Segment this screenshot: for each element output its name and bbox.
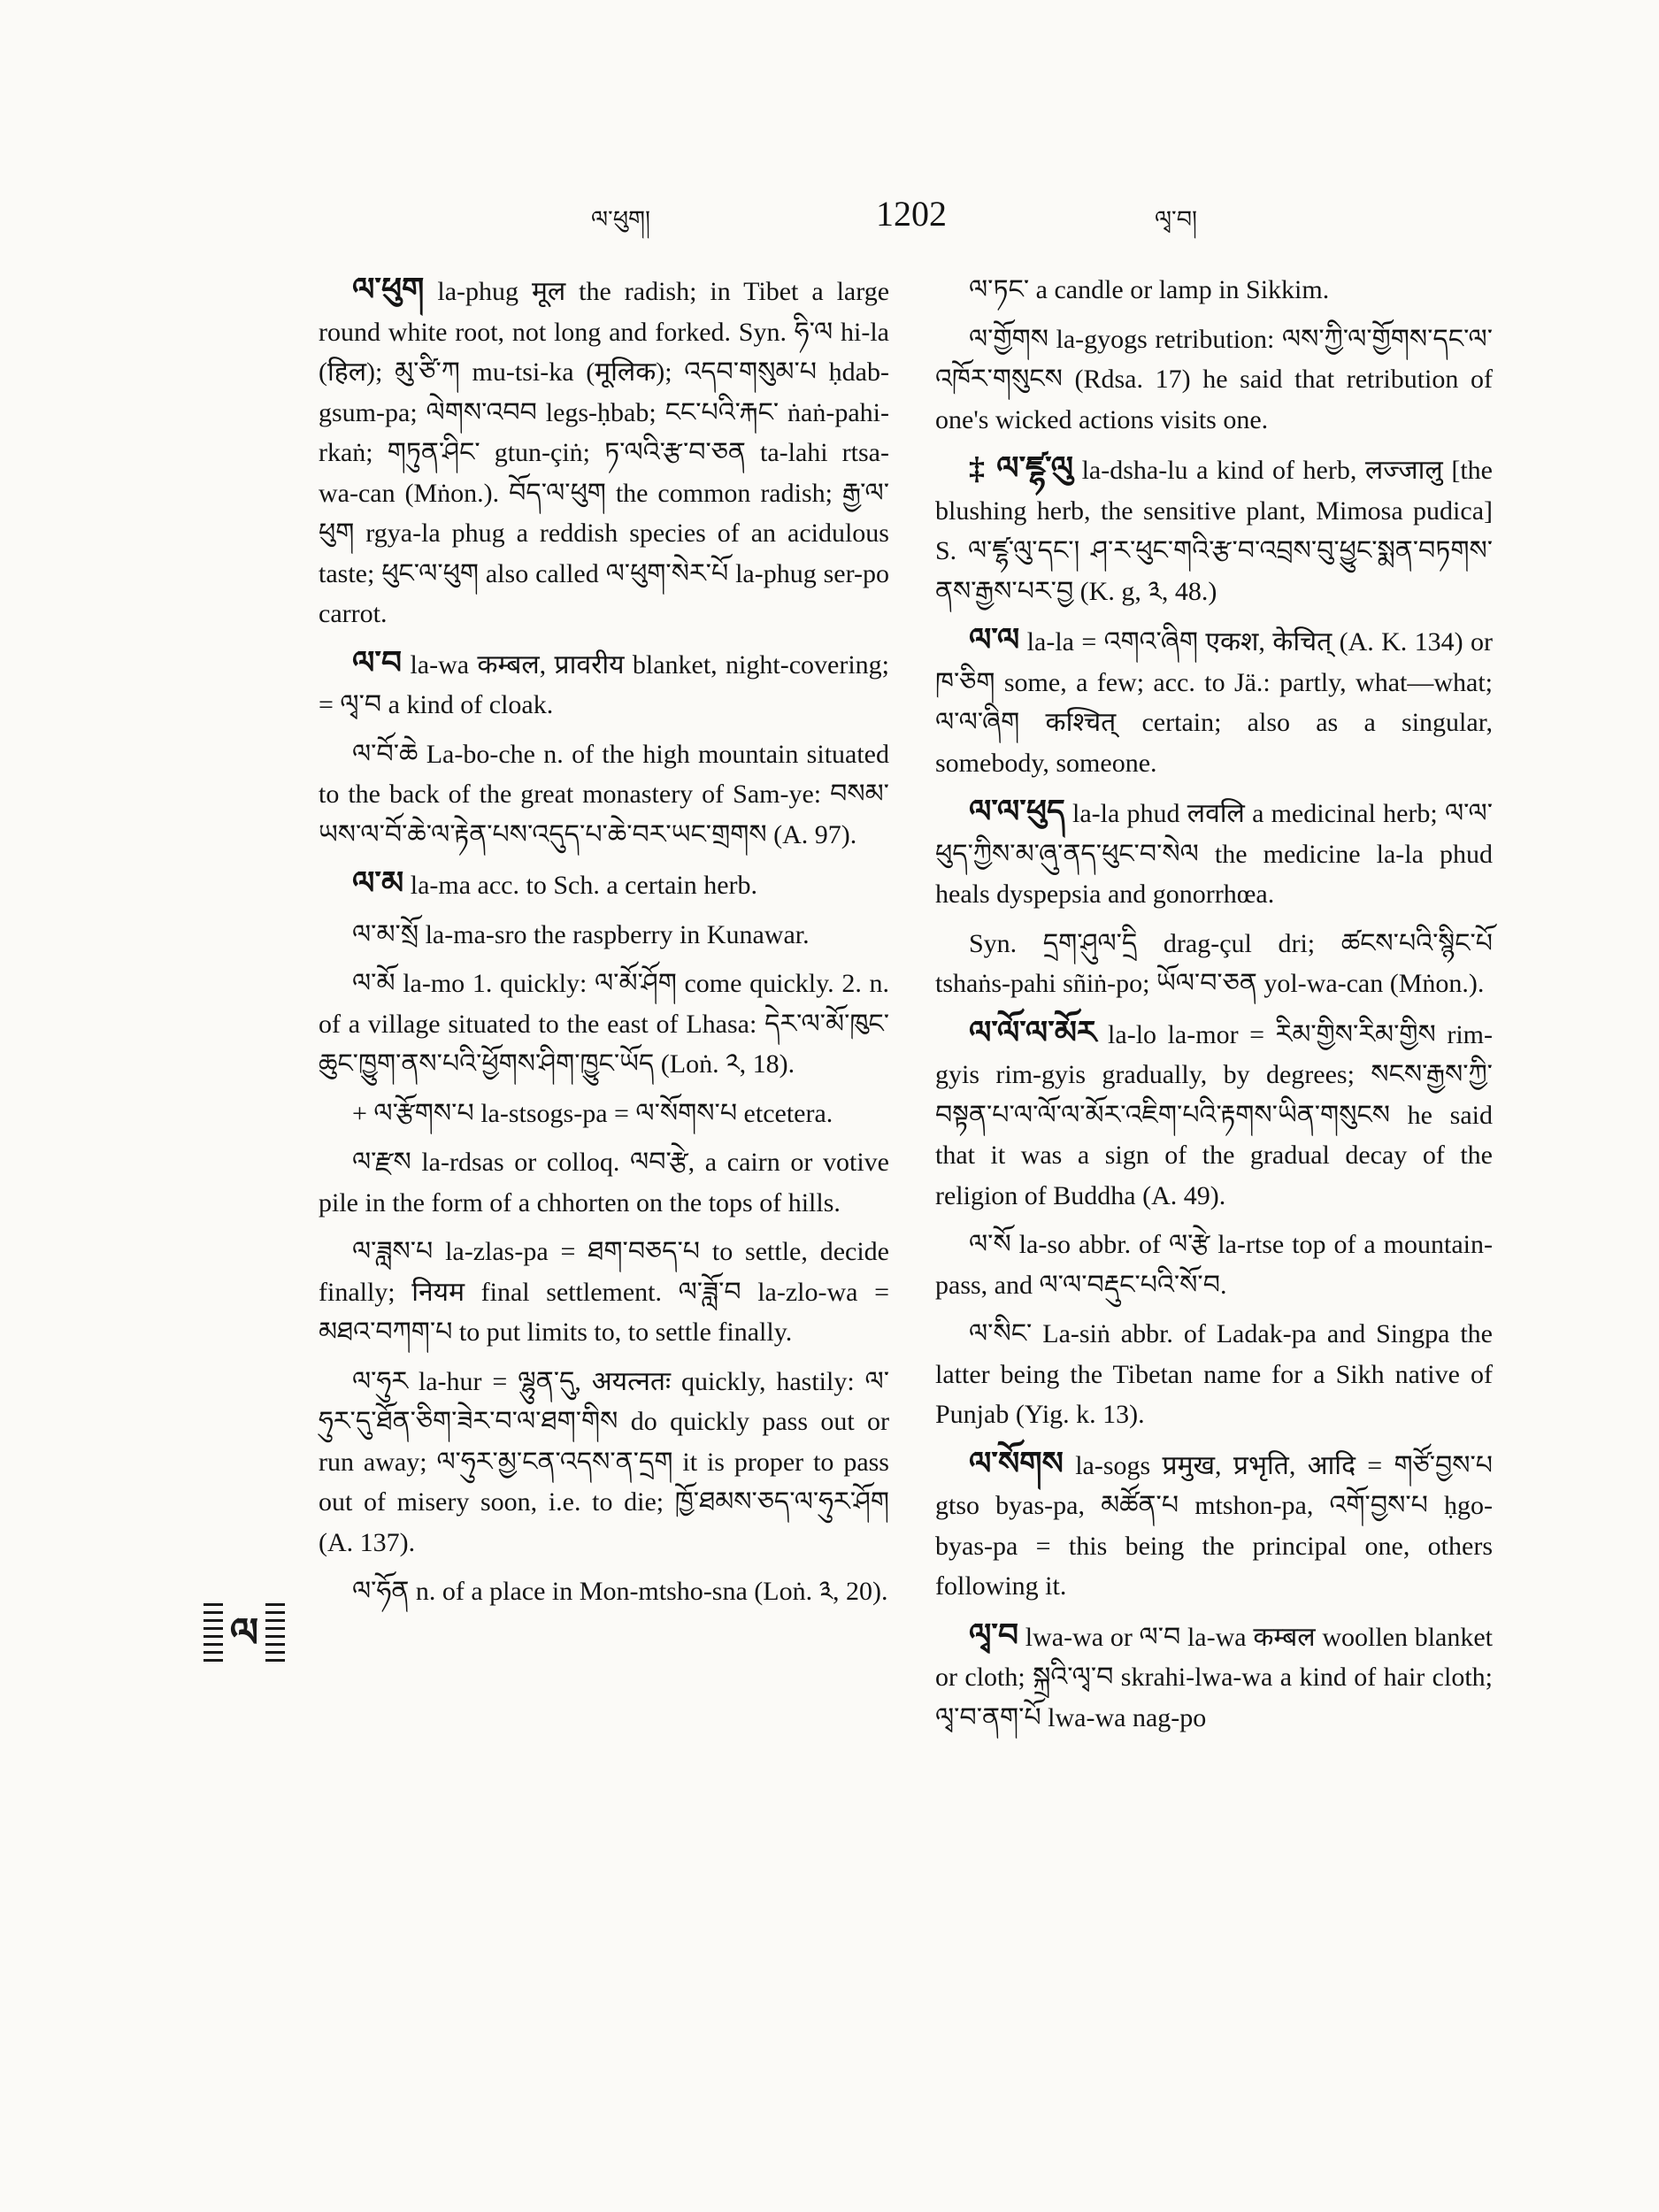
page-header	[0, 193, 1659, 246]
entry-text: la-dsha-lu a kind of herb, लज्जालु [the blushing herb, the sensitive plant, Mimosa pudica] S. ལ་ཛྷ་ལུ་དང་། ཤ་ར་ཕུང་གའི་རྩ་བ་འབྲས་བུ་ཕྱུང་སྨན་བཏགས་ནས་རྒྱས་པར་བྱ (K. g, ༣, 48.)	[935, 456, 1493, 606]
entry-la-hur	[319, 1362, 889, 1563]
entry-la-rdsas	[319, 1142, 889, 1223]
entry-la-ma-sro	[319, 915, 889, 956]
entry-text: Syn. དྲག་ཤུལ་དྲི drag-çul dri; ཚངས་པའི་སྙིང་པོ tshaṅs-pahi sñiṅ-po; ཡོལ་བ་ཅན yol-wa-can (Mṅon.).	[935, 928, 1493, 998]
page-number: 1202	[876, 194, 947, 234]
header-left-catchword: ལ་ཕུག།	[591, 206, 651, 233]
entry-text: lwa-wa or ལ་བ la-wa कम्बल woollen blanket or cloth; སྐྲའི་ལྭ་བ skrahi-lwa-wa a kind of hair cloth; ལྭ་བ་ནག་པོ lwa-wa nag-po	[935, 1622, 1493, 1732]
entry-la-gyogs	[935, 319, 1493, 441]
entry-text: ལ་རྫས la-rdsas or colloq. ལབ་རྩེ, a cairn or votive pile in the form of a chhorten on the tops of hills.	[319, 1148, 889, 1217]
entry-la-dsha-lu	[935, 449, 1493, 611]
entry-text: ལ་ཧོན n. of a place in Mon-mtsho-sna (Loṅ. ༣, 20).	[352, 1577, 888, 1606]
entry-headword: ལྭ་བ	[969, 1617, 1019, 1653]
entry-headword: ལ་བ	[352, 644, 403, 680]
entry-la-la-phud-syn	[935, 924, 1493, 1004]
entry-la-ma	[319, 864, 889, 906]
entry-la-phug	[319, 270, 889, 634]
entry-text: ལ་མ་སྲོ la-ma-sro the raspberry in Kunawar.	[352, 919, 810, 949]
entry-text: la-lo la-mor = རིམ་གྱིས་རིམ་གྱིས rim-gyis rim-gyis gradually, by degrees; སངས་རྒྱས་ཀྱི་བསྟན་པ་ལ་ལོ་ལ་མོར་འཇིག་པའི་རྟགས་ཡིན་གསུངས he said that it was a sign of the gradual decay of the religion of Buddha (A. 49).	[935, 1019, 1493, 1210]
entry-la-so	[935, 1225, 1493, 1305]
entry-text: + ལ་རྩོགས་པ la-stsogs-pa = ལ་སོགས་པ etcetera.	[352, 1098, 833, 1128]
entry-la-la-phud	[935, 792, 1493, 915]
entry-headword: ལ་མ	[352, 865, 404, 901]
entry-text: ལ་སོ la-so abbr. of ལ་རྩེ la-rtse top of a mountain-pass, and ལ་ལ་བརྡུང་པའི་སོ་བ.	[935, 1230, 1493, 1300]
entry-la-wa	[319, 643, 889, 726]
entry-la-stsogs-pa	[319, 1094, 889, 1134]
entry-headword: ལ་སོགས	[969, 1445, 1064, 1481]
entry-la-bo-che	[319, 734, 889, 856]
entry-text: la-ma acc. to Sch. a certain herb.	[410, 871, 758, 900]
entry-text: ལ་བོ་ཆེ La-bo-che n. of the high mountain situated to the back of the great monastery of Sam-ye: བསམ་ཡས་ལ་བོ་ཆེ་ལ་རྟེན་པས་འདུད་པ་ཆེ་བར་ཡང་གྲགས (A. 97).	[319, 739, 889, 849]
entry-text: ལ་ཟླས་པ la-zlas-pa = ཐག་བཅད་པ to settle, decide finally; नियम final settlement. ལ་ཟློ་བ la-zlo-wa = མཐའ་བཀག་པ to put limits to, to settle finally.	[319, 1237, 889, 1347]
entry-lwa-wa	[935, 1616, 1493, 1739]
entry-headword: ལ་ལ་ཕུད	[969, 794, 1065, 829]
entry-headword: ལ་ལོ་ལ་མོར	[969, 1014, 1097, 1050]
entry-la-mo	[319, 964, 889, 1085]
header-right-catchword: ལྭ་བ།	[1155, 206, 1198, 233]
entry-headword: ལ་ཕུག	[352, 272, 425, 307]
entry-la-tang	[935, 270, 1493, 311]
entry-headword: ‡ ལ་ཛྷ་ལུ	[969, 450, 1073, 486]
entry-la-la	[935, 620, 1493, 783]
entry-text: la-la phud लवलि a medicinal herb; ལ་ལ་ཕུད་ཀྱིས་མ་ཞུ་ནད་ཕུང་བ་སེལ the medicine la-la phud heals dyspepsia and gonorrhœa.	[935, 799, 1493, 909]
entry-text: la-phug मूल the radish; in Tibet a large round white root, not long and forked. Syn. ཧི་ལ hi-la (हिल); མུ་ཙི་ཀ mu-tsi-ka (मूलिक); འདབ་གསུམ་པ ḥdab-gsum-pa; ལེགས་འབབ legs-ḥbab; ངང་པའི་རྐང་ ṅaṅ-pahi-rkaṅ; གཏུན་ཤིང་ gtun-çiṅ; ཏ་ལའི་རྩ་བ་ཅན ta-lahi rtsa-wa-can (Mṅon.). བོད་ལ་ཕུག the common radish; རྒྱ་ལ་ཕུག rgya-la phug a reddish species of an acidulous taste; ཕུང་ལ་ཕུག also called ལ་ཕུག་སེར་པོ la-phug ser-po carrot.	[319, 277, 890, 628]
entry-text: la-la = འགའ་ཞིག एकश, केचित् (A. K. 134) or ཁ་ཅིག some, a few; acc. to Jä.: partly, what—what; ལ་ལ་ཞིག कश्चित् certain; also as a singular, somebody, someone.	[935, 627, 1493, 778]
entry-la-hon	[319, 1571, 889, 1612]
margin-letter-marker: ལ	[204, 1603, 285, 1663]
entry-text: la-wa कम्बल, प्रावरीय blanket, night-covering; = ལྭ་བ a kind of cloak.	[319, 649, 890, 719]
entry-text: la-sogs प्रमुख, प्रभृति, आदि = གཙོ་བྱས་པ gtso byas-pa, མཚོན་པ mtshon-pa, འགོ་བྱས་པ ḥgo-byas-pa = this being the principal one, others following it.	[935, 1450, 1494, 1601]
entry-headword: ལ་ལ	[969, 622, 1020, 657]
entry-text: ལ་གྱོགས la-gyogs retribution: ལས་ཀྱི་ལ་གྱོགས་དང་ལ་འཁོར་གསུངས (Rdsa. 17) he said that retribution of one's wicked actions visits one.	[935, 324, 1493, 434]
entry-la-sogs	[935, 1444, 1493, 1607]
entry-text: ལ་ཧུར la-hur = ལྷུན་དུ, अयत्नतः quickly, hastily: ལ་ཧུར་དུ་ཐོན་ཅིག་ཟེར་བ་ལ་ཐག་གིས do quickly pass out or run away; ལ་ཧུར་མྱ་ངན་འདས་ན་དྲག it is proper to pass out of misery soon, i.e. to die; ཁྱོ་ཐམས་ཅད་ལ་ཧུར་ཤོག (A. 137).	[319, 1366, 889, 1557]
entry-la-lo-la-mor	[935, 1013, 1493, 1217]
entry-la-sing	[935, 1314, 1493, 1435]
entry-text: ལ་སིང་ La-siṅ abbr. of Ladak-pa and Singpa the latter being the Tibetan name for a Sikh native of Punjab (Yig. k. 13).	[935, 1319, 1493, 1429]
right-column	[935, 270, 1493, 1747]
entry-la-zlas-pa	[319, 1232, 889, 1353]
entry-text: ལ་མོ la-mo 1. quickly: ལ་མོ་ཤོག come quickly. 2. n. of a village situated to the east of Lhasa: དེར་ལ་མོ་ཁུང་ཆུང་ཁྱུག་ནས་པའི་ཕྱོགས་ཤིག་ཁྱུང་ཡོད (Loṅ. ༢, 18).	[319, 969, 889, 1079]
left-column	[319, 270, 889, 1621]
entry-text: ལ་ཏང་ a candle or lamp in Sikkim.	[969, 275, 1330, 304]
